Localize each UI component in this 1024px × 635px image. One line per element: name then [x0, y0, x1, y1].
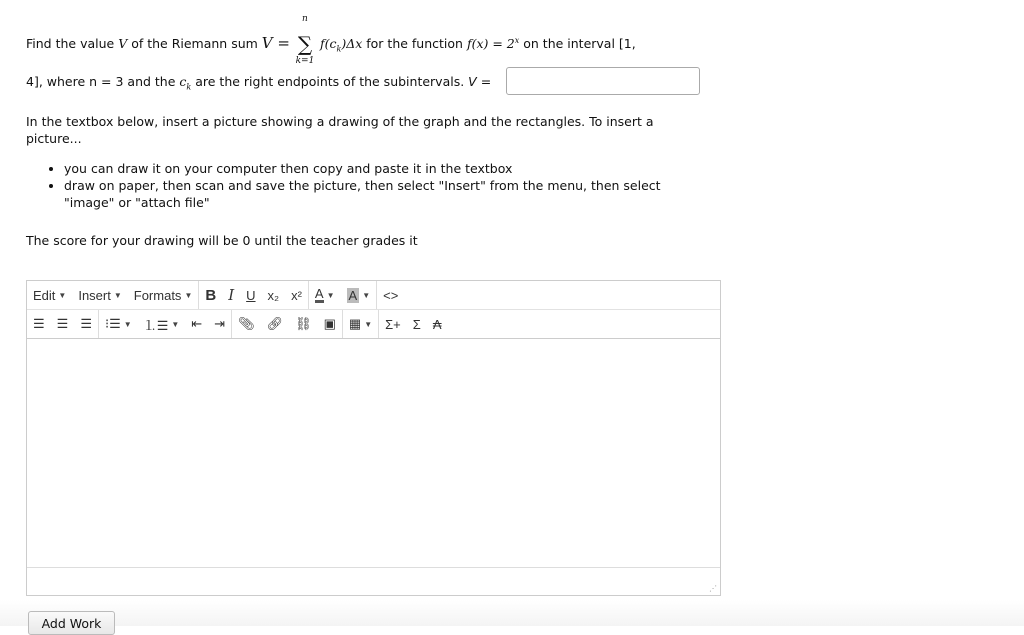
link-icon[interactable]: 🔗︎ — [266, 316, 284, 331]
background-color-button[interactable] — [341, 281, 377, 309]
attachment-icon[interactable]: 📎︎ — [238, 316, 255, 331]
caret-down-icon: ▼ — [184, 290, 193, 300]
subscript-button[interactable]: x₂ — [267, 287, 280, 303]
toolbar-row-1 — [27, 281, 720, 310]
outdent-icon[interactable]: ⇤ — [191, 316, 203, 331]
score-note: The score for your drawing will be 0 until the teacher grades it — [26, 233, 418, 248]
t: f(c — [319, 36, 337, 51]
question-line-2 — [26, 74, 491, 92]
underline-button[interactable]: U — [246, 287, 256, 303]
font-color-button[interactable] — [309, 281, 341, 309]
insert-menu[interactable] — [72, 281, 127, 309]
caret-down-icon: ▼ — [364, 319, 373, 329]
math-symbols-icon[interactable]: ₳ — [432, 316, 442, 332]
caret-down-icon: ▼ — [171, 319, 180, 329]
editor-content[interactable] — [27, 339, 720, 568]
sum-upper: n — [302, 14, 308, 24]
caret-down-icon: ▼ — [113, 290, 122, 300]
instruction-list — [26, 160, 704, 211]
formats-menu[interactable] — [128, 281, 199, 309]
label: Insert — [78, 287, 111, 303]
align-left-icon[interactable]: ☰ — [33, 316, 45, 331]
numbered-list-icon[interactable]: ⒈☰ ▼ — [143, 317, 180, 333]
indent-icon[interactable]: ⇥ — [214, 316, 226, 331]
text: for the function — [362, 36, 467, 51]
bullet-list-icon[interactable]: ⁝☰ ▼ — [104, 316, 132, 331]
t: k — [336, 44, 342, 54]
t: k — [186, 82, 192, 92]
edit-menu[interactable] — [27, 281, 72, 309]
summand — [319, 36, 363, 54]
table-icon[interactable]: ▦ ▼ — [348, 316, 373, 331]
editor-statusbar — [27, 568, 720, 596]
image-icon[interactable]: ▣ — [323, 316, 336, 331]
superscript-button[interactable]: x² — [291, 287, 302, 303]
sigma-symbol: ∑ n k=1 — [294, 32, 316, 56]
t: )Δx — [341, 36, 363, 51]
instructions: In the textbox below, insert a picture showing a drawing of the graph and the rectangles. To insert a picture... — [26, 114, 654, 146]
t: c — [179, 74, 187, 89]
t: f(x) = 2 — [466, 36, 515, 51]
add-work-button[interactable]: Add Work — [28, 611, 115, 635]
caret-down-icon: ▼ — [123, 319, 132, 329]
sum-lower: k=1 — [295, 56, 315, 66]
sum-lhs: V = — [261, 34, 290, 52]
footer-background — [0, 600, 1024, 626]
t: x — [514, 35, 520, 45]
answer-input[interactable] — [506, 67, 700, 95]
toolbar-row-2 — [27, 310, 720, 339]
ck — [179, 74, 192, 92]
caret-down-icon: ▼ — [58, 290, 67, 300]
label: Edit — [33, 287, 56, 303]
align-center-icon[interactable]: ☰ — [56, 316, 69, 331]
rich-text-editor — [26, 280, 721, 596]
label: Formats — [133, 287, 182, 303]
caret-down-icon: ▼ — [362, 290, 371, 300]
sigma-icon[interactable]: Σ — [412, 316, 421, 332]
text: 4], where n = 3 and the — [26, 74, 180, 89]
function — [467, 36, 519, 51]
align-right-icon[interactable]: ☰ — [80, 316, 92, 331]
var-v: V — [118, 36, 128, 51]
list-item: • draw on paper, then scan and save the picture, then select "Insert" from the menu, then select "image" or "attach file" — [64, 177, 704, 211]
label: A — [348, 287, 358, 303]
question-line-1 — [26, 14, 636, 66]
text: Find the value — [26, 36, 119, 51]
unlink-icon[interactable]: ⛓︎ — [295, 316, 312, 331]
text: of the Riemann sum — [127, 36, 262, 51]
text: are the right endpoints of the subintervals. — [191, 74, 469, 89]
caret-down-icon: ▼ — [326, 290, 335, 300]
source-code-button[interactable]: <> — [383, 287, 399, 303]
text: = — [476, 74, 492, 89]
italic-button[interactable]: I — [228, 286, 235, 304]
label: A — [314, 286, 324, 301]
text: on the interval [1, — [519, 36, 636, 51]
list-item: • you can draw it on your computer then copy and paste it in the textbox — [64, 160, 704, 177]
var-v: V — [468, 74, 477, 89]
insert-equation-icon[interactable]: Σ+ — [385, 316, 401, 332]
bold-button[interactable]: B — [205, 286, 217, 304]
resize-grip-icon[interactable]: ⋰ — [709, 584, 717, 593]
